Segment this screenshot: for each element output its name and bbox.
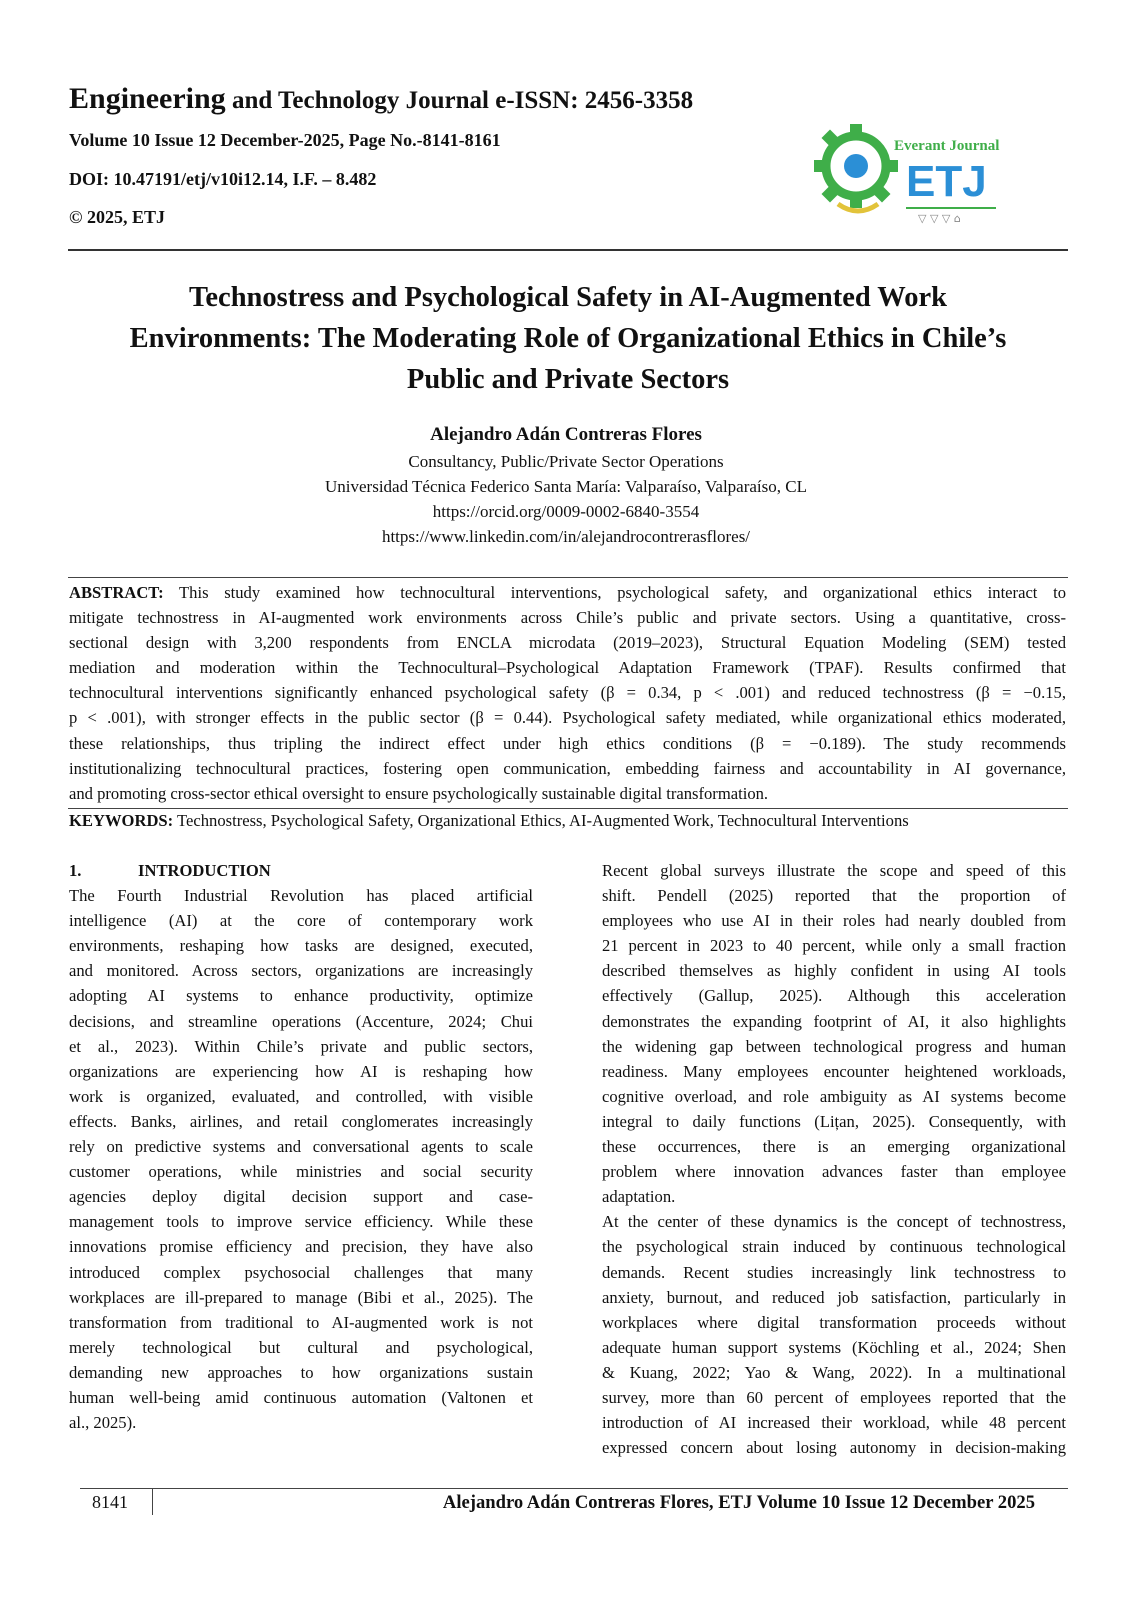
gear-icon — [814, 124, 898, 211]
body-line: these occurrences, there is an emerging organizational — [602, 1137, 1066, 1157]
body-line: work is organized, evaluated, and controlled, with visible — [69, 1086, 533, 1106]
copyright-line: © 2025, ETJ — [69, 207, 165, 227]
logo-tagline: Everant Journal — [894, 138, 1000, 154]
abstract-line: sectional design with 3,200 respondents from ENCLA microdata (2019–2023), Structural Equation Modeling (SEM) tested — [69, 633, 1066, 653]
section-title: INTRODUCTION — [138, 861, 271, 880]
body-line: Recent global surveys illustrate the scope and speed of this — [602, 861, 1066, 880]
body-line: 21 percent in 2023 to 40 percent, while only a small fraction — [602, 936, 1066, 956]
journal-name-first: Engineering — [69, 82, 226, 115]
body-line: demonstrates the expanding footprint of AI, it also highlights — [602, 1011, 1066, 1031]
body-line: merely technological but cultural and psychological, — [69, 1337, 533, 1357]
body-line: readiness. Many employees encounter heightened workloads, — [602, 1061, 1066, 1081]
body-line: et al., 2023). Within Chile’s private and public sectors, — [69, 1036, 533, 1056]
body-line: described themselves as highly confident in using AI tools — [602, 961, 1066, 981]
body-column-right — [602, 858, 1066, 1460]
body-line: adopting AI systems to enhance productivity, optimize — [69, 986, 533, 1006]
keywords — [69, 811, 909, 831]
body-line: adaptation. — [602, 1187, 676, 1207]
section-number: 1. — [69, 861, 82, 880]
abstract-line: institutionalizing technocultural practices, fostering open communication, embedding fairness and accountability in AI governance, — [69, 758, 1066, 778]
abstract-rule-bottom — [68, 808, 1068, 809]
body-line: decisions, and streamline operations (Accenture, 2024; Chui — [69, 1011, 533, 1031]
body-line: human well-being amid continuous automation (Valtonen et — [69, 1387, 533, 1407]
body-line: integral to daily functions (Lițan, 2025). Consequently, with — [602, 1111, 1066, 1131]
body-line: & Kuang, 2022; Yao & Wang, 2022). In a multinational — [602, 1362, 1066, 1382]
logo-symbols: ▽ ▽ ▽ ⌂ — [918, 212, 961, 225]
body-line: workplaces are ill-prepared to manage (Bibi et al., 2025). The — [69, 1287, 533, 1307]
abstract-rule-top — [68, 577, 1068, 578]
body-line: environments, reshaping how tasks are designed, executed, — [69, 936, 533, 956]
body-line: agencies deploy digital decision support and case- — [69, 1187, 533, 1207]
etj-logo — [808, 118, 1018, 228]
body-line: expressed concern about losing autonomy in decision-making — [602, 1438, 1066, 1458]
page-number: 8141 — [92, 1492, 128, 1512]
journal-name — [69, 82, 693, 116]
body-line: The Fourth Industrial Revolution has placed artificial — [69, 886, 533, 906]
body-line: intelligence (AI) at the core of contemporary work — [69, 911, 533, 931]
body-line: transformation from traditional to AI-augmented work is not — [69, 1312, 533, 1332]
affiliation-1: Consultancy, Public/Private Sector Operations — [408, 452, 724, 471]
body-line: rely on predictive systems and conversational agents to scale — [69, 1137, 533, 1157]
affiliation-2: Universidad Técnica Federico Santa María: Valparaíso, Valparaíso, CL — [325, 477, 807, 496]
body-line: demanding new approaches to how organizations sustain — [69, 1362, 533, 1382]
body-line: management tools to improve service efficiency. While these — [69, 1212, 533, 1232]
abstract — [69, 580, 1066, 806]
volume-line: Volume 10 Issue 12 December-2025, Page No.-8141-8161 — [69, 130, 501, 150]
logo-etj: ETJ — [906, 157, 987, 206]
body-line: innovations promise efficiency and precision, they have also — [69, 1237, 533, 1257]
title-line: Environments: The Moderating Role of Organizational Ethics in Chile’s — [129, 323, 1007, 354]
abstract-line: p < .001), with stronger effects in the public sector (β = 0.44). Psychological safety mediated, while organizational ethics moderated, — [69, 708, 1066, 728]
title-line: Technostress and Psychological Safety in AI-Augmented Work — [189, 282, 947, 313]
header-rule — [68, 249, 1068, 251]
doi-line: DOI: 10.47191/etj/v10i12.14, I.F. – 8.482 — [69, 169, 377, 189]
body-line: employees who use AI in their roles had nearly doubled from — [602, 911, 1066, 931]
journal-name-rest: and Technology Journal e-ISSN: 2456-3358 — [225, 87, 694, 114]
body-line: introduced complex psychosocial challenges that many — [69, 1262, 533, 1282]
body-line: survey, more than 60 percent of employees reported that the — [602, 1387, 1066, 1407]
body-line: adequate human support systems (Köchling et al., 2024; Shen — [602, 1337, 1066, 1357]
orcid-link[interactable]: https://orcid.org/0009-0002-6840-3554 — [432, 502, 700, 521]
abstract-line: technocultural interventions significantly enhanced psychological safety (β = 0.34, p < .001) and reduced technostress (β = −0.15, — [69, 683, 1066, 703]
body-line: problem where innovation advances faster than employee — [602, 1162, 1066, 1182]
body-line: the psychological strain induced by continuous technological — [602, 1237, 1066, 1257]
body-line: anxiety, burnout, and reduced job satisfaction, particularly in — [602, 1287, 1066, 1307]
body-line: al., 2025). — [69, 1413, 137, 1433]
body-line: and monitored. Across sectors, organizations are increasingly — [69, 961, 533, 981]
body-line: demands. Recent studies increasingly link technostress to — [602, 1262, 1066, 1282]
abstract-line: mitigate technostress in AI-augmented work environments across Chile’s public and private sectors. Using a quantitative, cross- — [69, 608, 1066, 628]
section-heading — [69, 858, 533, 883]
paper-title — [68, 277, 1068, 400]
abstract-line: ABSTRACT: This study examined how technocultural interventions, psychological safety, and organizational ethics interact to — [69, 583, 1066, 602]
body-line: workplaces where digital transformation proceeds without — [602, 1312, 1066, 1332]
abstract-line: and promoting cross-sector ethical oversight to ensure psychologically sustainable digital transformation. — [69, 783, 769, 803]
body-line: cognitive overload, and role ambiguity as AI systems become — [602, 1086, 1066, 1106]
body-line: customer operations, while ministries and social security — [69, 1162, 533, 1182]
author-name: Alejandro Adán Contreras Flores — [430, 424, 702, 445]
body-line: effects. Banks, airlines, and retail conglomerates increasingly — [69, 1111, 533, 1131]
body-column-left — [69, 858, 533, 1435]
body-line: the widening gap between technological progress and human — [602, 1036, 1066, 1056]
title-line: Public and Private Sectors — [406, 364, 730, 395]
linkedin-link[interactable]: https://www.linkedin.com/in/alejandrocontrerasflores/ — [381, 527, 751, 546]
keywords-label: KEYWORDS: — [69, 811, 174, 830]
abstract-label: ABSTRACT: — [69, 583, 164, 602]
abstract-line: these relationships, thus tripling the indirect effect under high ethics conditions (β = −0.189). The study recommends — [69, 733, 1066, 753]
body-line: organizations are experiencing how AI is reshaping how — [69, 1061, 533, 1081]
footer-separator — [152, 1488, 153, 1515]
body-line: At the center of these dynamics is the concept of technostress, — [602, 1212, 1066, 1232]
abstract-line: mediation and moderation within the Technocultural–Psychological Adaptation Framework (TPAF). Results confirmed that — [69, 658, 1066, 678]
footer-rule — [80, 1488, 1068, 1489]
running-footer: Alejandro Adán Contreras Flores, ETJ Volume 10 Issue 12 December 2025 — [442, 1492, 1035, 1513]
body-line: introduction of AI increased their workload, while 48 percent — [602, 1413, 1066, 1433]
body-line: shift. Pendell (2025) reported that the proportion of — [602, 886, 1066, 906]
body-line: effectively (Gallup, 2025). Although this acceleration — [602, 986, 1066, 1006]
keywords-text: Technostress, Psychological Safety, Organizational Ethics, AI-Augmented Work, Technocultural Interventions — [173, 811, 909, 830]
